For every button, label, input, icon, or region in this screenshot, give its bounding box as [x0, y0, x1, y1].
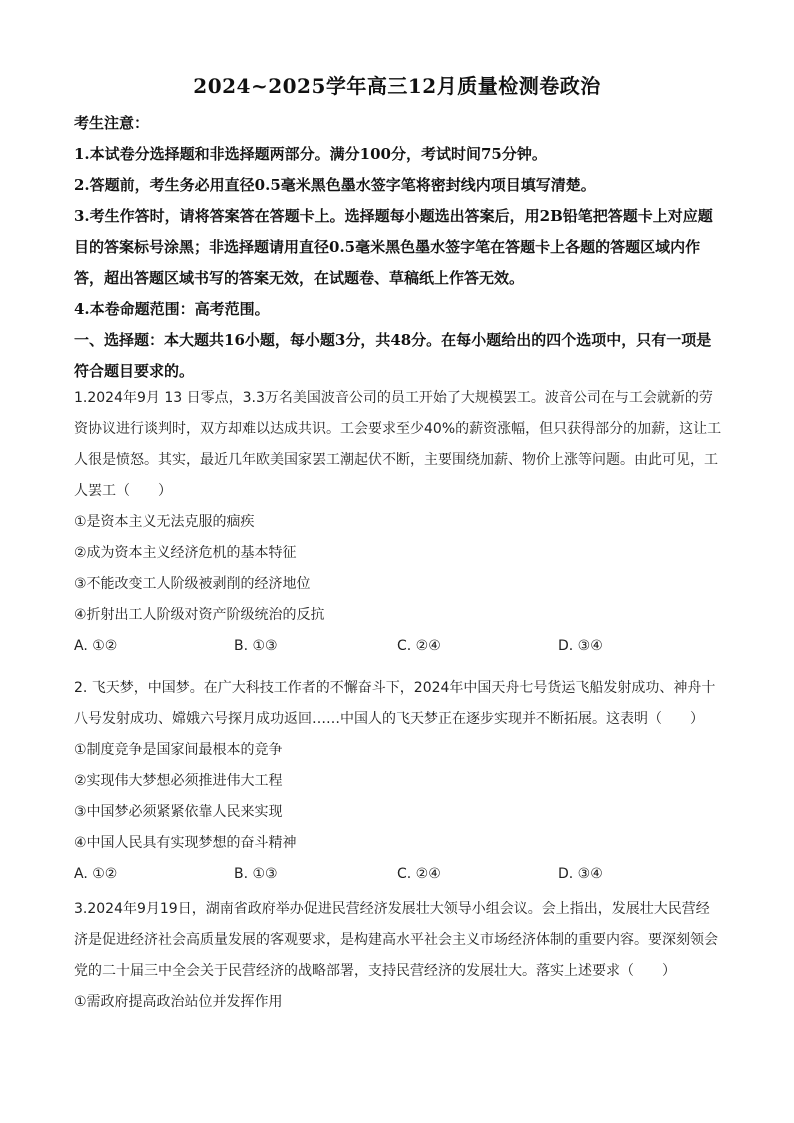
notice-item-2: 2.答题前，考生务必用直径0.5毫米黑色墨水签字笔将密封线内项目填写清楚。: [74, 176, 596, 194]
question-option: ①需政府提高政治站位并发挥作用: [74, 994, 283, 1010]
answer-choice-a: A. ①②: [74, 866, 118, 882]
answer-choice-b: B. ①③: [234, 638, 278, 654]
notice-heading: 考生注意：: [74, 114, 150, 132]
question-option: ③不能改变工人阶级被剥削的经济地位: [74, 576, 311, 592]
answer-choices: [74, 859, 722, 890]
question-1: [74, 383, 722, 662]
question-2: [74, 673, 722, 890]
question-option: ②实现伟大梦想必须推进伟大工程: [74, 773, 283, 789]
answer-choices: [74, 631, 722, 662]
question-stem: 1.2024年9月 13 日零点，3.3万名美国波音公司的员工开始了大规模罢工。波音公司在与工会就新的劳资协议进行谈判时，双方却难以达成共识。工会要求至少40%的薪资涨幅，但只获得部分的加薪，这让工人很是愤怒。其实，最近几年欧美国家罢工潮起伏不断，主要围绕加薪、物价上涨等问题。由此可见，工人罢工（ ）: [74, 390, 722, 499]
section-heading: 一、选择题：本大题共16小题，每小题3分，共48分。在每小题给出的四个选项中，只有一项是符合题目要求的。: [74, 331, 712, 380]
notice-item-3: 3.考生作答时，请将答案答在答题卡上。选择题每小题选出答案后，用2B铅笔把答题卡上对应题目的答案标号涂黑；非选择题请用直径0.5毫米黑色墨水签字笔在答题卡上各题的答题区域内作答，超出答题区域书写的答案无效，在试题卷、草稿纸上作答无效。: [74, 207, 713, 287]
question-option: ④折射出工人阶级对资产阶级统治的反抗: [74, 607, 325, 623]
question-option: ③中国梦必须紧紧依靠人民来实现: [74, 804, 283, 820]
answer-choice-d: D. ③④: [558, 638, 603, 654]
exam-notice: [74, 108, 722, 387]
question-option: ①制度竞争是国家间最根本的竞争: [74, 742, 283, 758]
question-option: ①是资本主义无法克服的痼疾: [74, 514, 255, 530]
answer-choice-d: D. ③④: [558, 866, 603, 882]
question-3: [74, 894, 722, 1018]
notice-item-4: 4.本卷命题范围：高考范围。: [74, 300, 270, 318]
notice-item-1: 1.本试卷分选择题和非选择题两部分。满分100分，考试时间75分钟。: [74, 145, 547, 163]
answer-choice-c: C. ②④: [397, 638, 441, 654]
question-option: ④中国人民具有实现梦想的奋斗精神: [74, 835, 297, 851]
question-stem: 2. 飞天梦，中国梦。在广大科技工作者的不懈奋斗下，2024年中国天舟七号货运飞船发射成功、神舟十八号发射成功、嫦娥六号探月成功返回……中国人的飞天梦正在逐步实现并不断拓展。这表明（ ）: [74, 680, 716, 727]
answer-choice-c: C. ②④: [397, 866, 441, 882]
question-option: ②成为资本主义经济危机的基本特征: [74, 545, 297, 561]
answer-choice-a: A. ①②: [74, 638, 118, 654]
answer-choice-b: B. ①③: [234, 866, 278, 882]
question-stem: 3.2024年9月19日，湖南省政府举办促进民营经济发展壮大领导小组会议。会上指出，发展壮大民营经济是促进经济社会高质量发展的客观要求，是构建高水平社会主义市场经济体制的重要内容。要深刻领会党的二十届三中全会关于民营经济的战略部署，支持民营经济的发展壮大。落实上述要求（ ）: [74, 901, 718, 979]
exam-title: 2024~2025学年高三12月质量检测卷政治: [193, 74, 601, 98]
